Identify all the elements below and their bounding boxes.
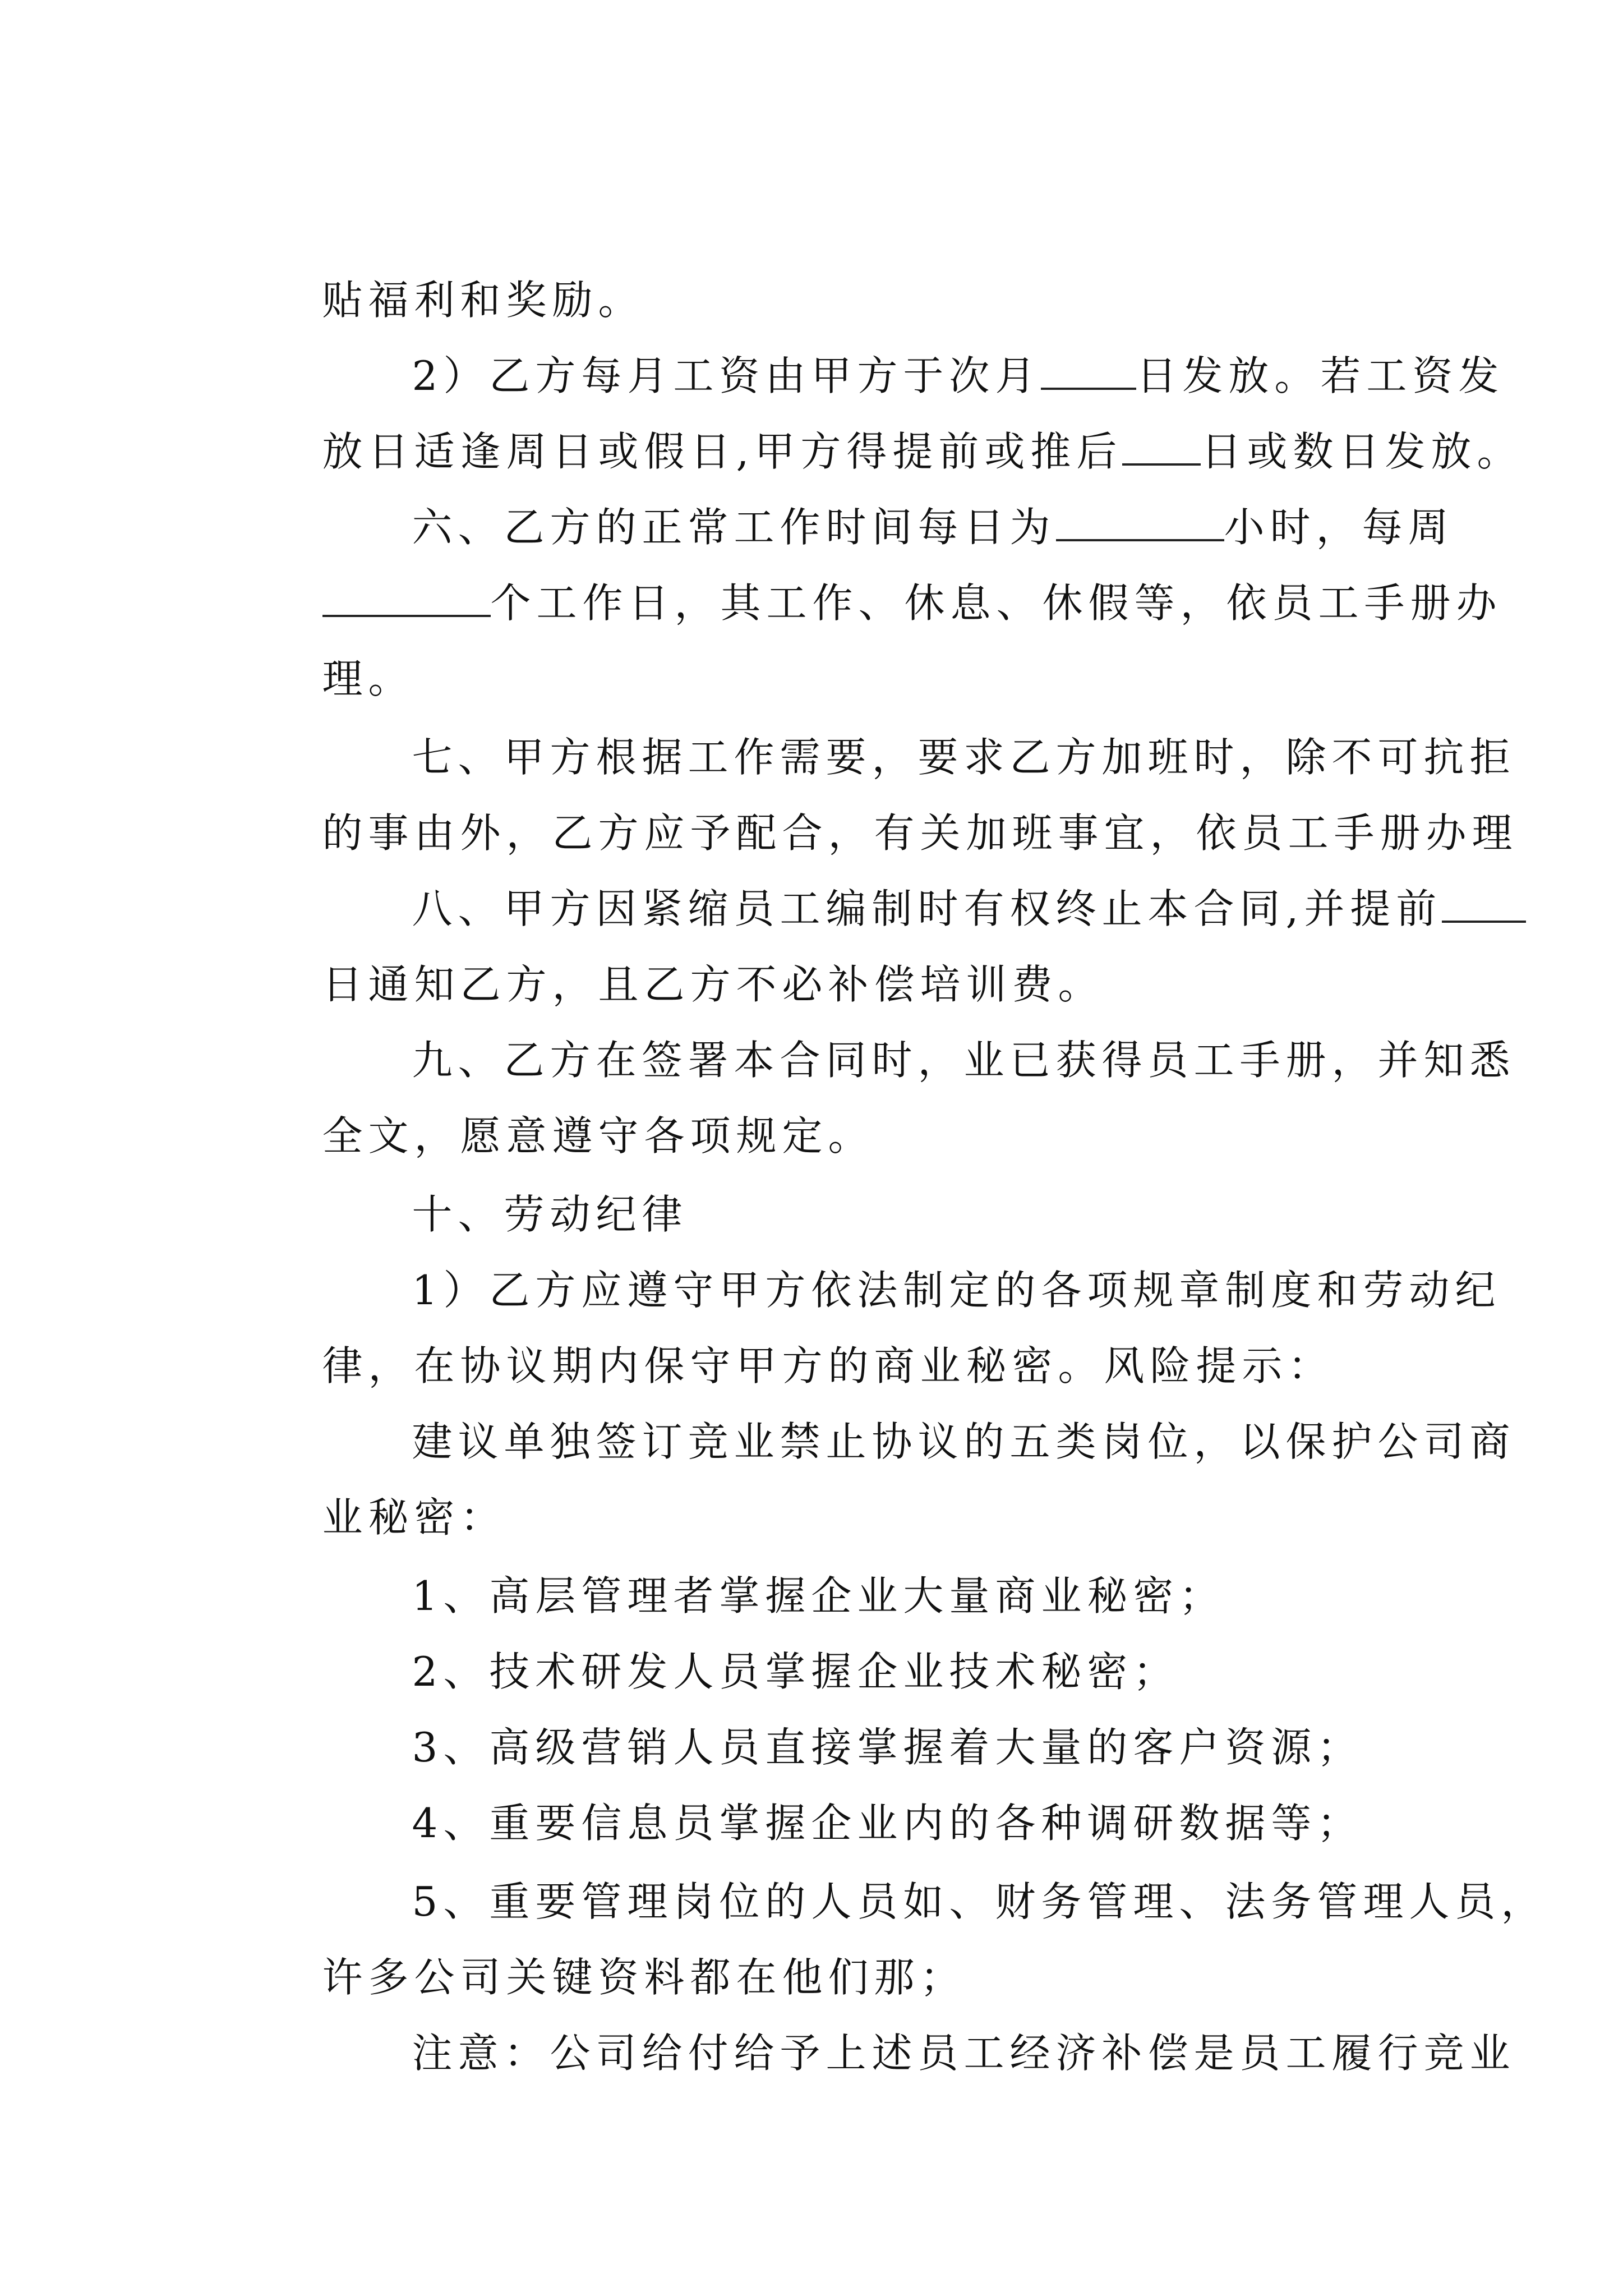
text-span: 律，在协议期内保守甲方的商业秘密。风险提示： — [322, 1342, 1334, 1389]
text-span: 2）乙方每月工资由甲方于次月 — [412, 352, 1041, 399]
text-span: 全文，愿意遵守各项规定。 — [322, 1112, 874, 1159]
text-span: 1）乙方应遵守甲方依法制定的各项规章制度和劳动纪 — [412, 1267, 1501, 1314]
text-span: 日通知乙方，且乙方不必补偿培训费。 — [322, 961, 1104, 1008]
text-span: 建议单独签订竞业禁止协议的五类岗位，以保护公司商 — [412, 1418, 1516, 1465]
fill-in-blank — [1442, 889, 1526, 923]
text-span: 1、高层管理者掌握企业大量商业秘密； — [412, 1572, 1225, 1619]
text-span: 七、甲方根据工作需要，要求乙方加班时，除不可抗拒 — [412, 734, 1516, 781]
text-span: 2、技术研发人员掌握企业技术秘密； — [412, 1648, 1179, 1695]
text-line — [338, 1358, 1516, 1526]
text-span: 贴福利和奖励。 — [322, 277, 644, 324]
text-span: 个工作日，其工作、休息、休假等，依员工手册办 — [490, 579, 1502, 627]
text-span: 的事由外，乙方应予配合，有关加班事宜，依员工手册办理 — [322, 809, 1518, 857]
text-span: 注意：公司给付给予上述员工经济补偿是员工履行竞业 — [412, 2030, 1516, 2077]
text-span: 许多公司关键资料都在他们那； — [322, 1954, 966, 2001]
text-line — [338, 1969, 1516, 2137]
text-line — [248, 519, 1502, 687]
text-span: 九、乙方在签署本合同时，业已获得员工手册，并知悉 — [412, 1037, 1516, 1084]
text-span: 八、甲方因紧缩员工编制时有权终止本合同,并提前 — [412, 885, 1442, 932]
text-span: 理。 — [322, 655, 414, 702]
text-span: 十、劳动纪律 — [412, 1191, 688, 1238]
text-span: 3、高级营销人员直接掌握着大量的客户资源； — [412, 1724, 1363, 1771]
text-span: 4、重要信息员掌握企业内的各种调研数据等； — [412, 1800, 1363, 1847]
text-span: 放日适逢周日或假日,甲方得提前或推后 — [322, 428, 1123, 475]
text-span: 日发放。若工资发 — [1136, 352, 1505, 399]
text-span: 小时，每周 — [1224, 504, 1454, 551]
text-span: 5、重要管理岗位的人员如、财务管理、法务管理人员， — [412, 1878, 1547, 1925]
text-span: 日或数日发放。 — [1201, 428, 1523, 475]
text-span: 业秘密： — [322, 1494, 506, 1541]
text-span: 六、乙方的正常工作时间每日为 — [412, 504, 1056, 551]
